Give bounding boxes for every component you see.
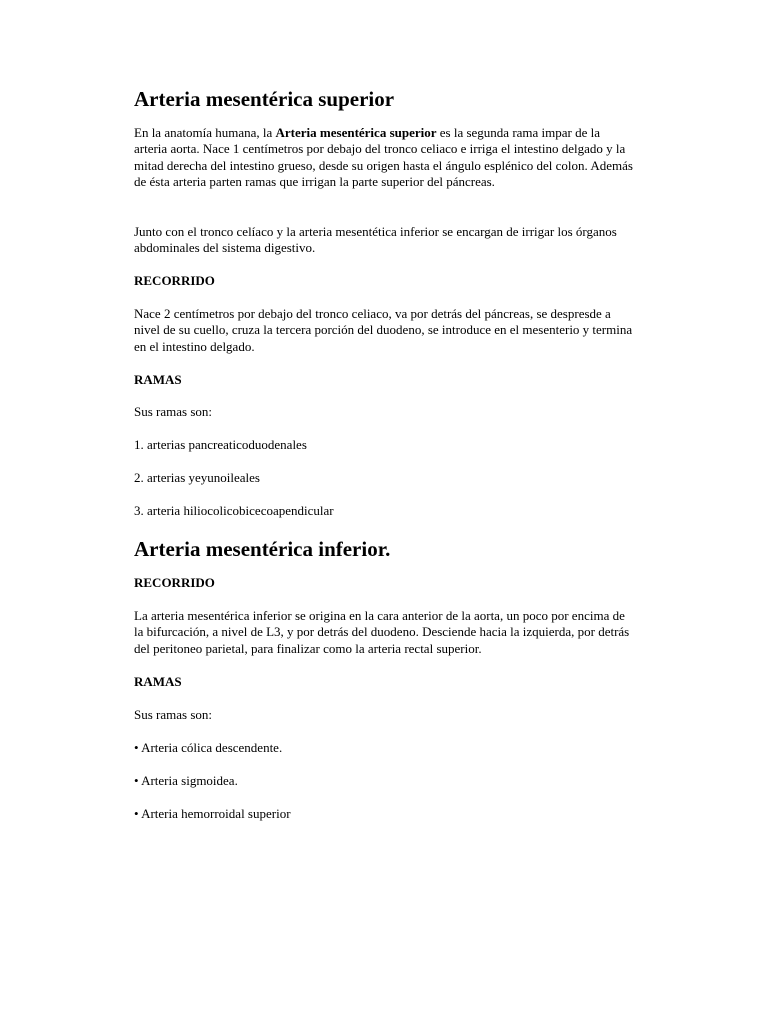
section1-title: Arteria mesentérica superior xyxy=(134,87,395,111)
section2-recorrido-heading: RECORRIDO xyxy=(134,575,215,590)
section2-title: Arteria mesentérica inferior. xyxy=(134,537,391,561)
section1-intro-part1: En la anatomía humana, la xyxy=(134,125,276,140)
section1-ramas-intro: Sus ramas son: xyxy=(134,404,212,419)
section1-ramas-heading: RAMAS xyxy=(134,372,182,387)
section2-ramas-intro: Sus ramas son: xyxy=(134,707,212,722)
section1-intro-paragraph xyxy=(134,125,634,191)
section2-ramas-item: • Arteria sigmoidea. xyxy=(134,773,238,788)
section1-recorrido-heading: RECORRIDO xyxy=(134,273,215,288)
section1-ramas-item: 3. arteria hiliocolicobicecoapendicular xyxy=(134,503,334,518)
section1-intro-bold-term: Arteria mesentérica superior xyxy=(275,125,437,140)
section2-ramas-heading: RAMAS xyxy=(134,674,182,689)
section2-recorrido-text: La arteria mesentérica inferior se origina en la cara anterior de la aorta, un poco por encima de la bifurcación, a nivel de L3, y por detrás del duodeno. Desciende hacia la izquierda, por detrás del peritoneo parietal, para finalizar como la arteria rectal superior. xyxy=(134,608,630,656)
section2-ramas-item: • Arteria cólica descendente. xyxy=(134,740,283,755)
section1-paragraph2: Junto con el tronco celíaco y la arteria mesentética inferior se encargan de irrigar los órganos abdominales del sistema digestivo. xyxy=(134,224,617,256)
section2-ramas-item: • Arteria hemorroidal superior xyxy=(134,806,291,821)
section1-ramas-item: 1. arterias pancreaticoduodenales xyxy=(134,437,307,452)
section1-ramas-item: 2. arterias yeyunoileales xyxy=(134,470,260,485)
section1-intro-part2: es la segunda rama impar de la arteria aorta. Nace 1 centímetros por debajo del tronco celiaco e irriga el intestino delgado y la mitad derecha del intestino grueso, desde su origen hasta el ángulo esplénico del colon. Además de ésta arteria parten ramas que irrigan la parte superior del páncreas. xyxy=(134,125,633,190)
section1-recorrido-text: Nace 2 centímetros por debajo del tronco celiaco, va por detrás del páncreas, se despresde a nivel de su cuello, cruza la tercera porción del duodeno, se introduce en el mesenterio y termina en el intestino delgado. xyxy=(134,306,633,354)
